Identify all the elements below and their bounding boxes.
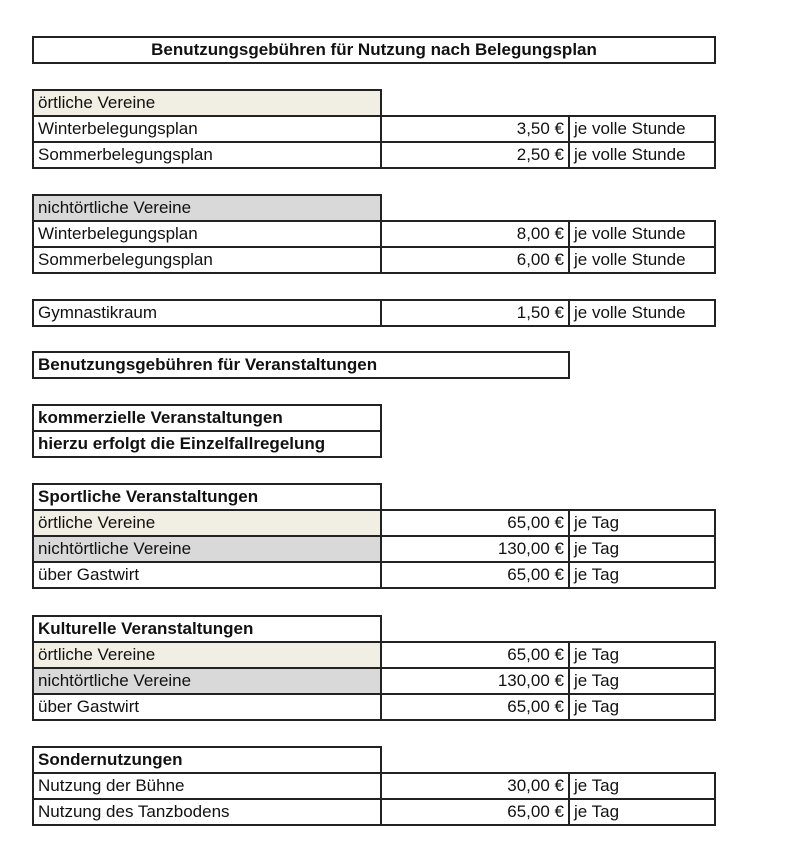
page-title: Benutzungsgebühren für Nutzung nach Belegungsplan [32,36,716,64]
table-row-label: nichtörtliche Vereine [32,667,382,695]
table-row-label: örtliche Vereine [32,509,382,537]
table-row-price: 65,00 € [380,798,570,826]
table-row-price: 6,00 € [380,246,570,274]
table-row-unit: je volle Stunde [568,220,716,248]
table-row-price: 130,00 € [380,667,570,695]
table-row-unit: je Tag [568,667,716,695]
sports-events-header: Sportliche Veranstaltungen [32,483,382,511]
table-row-unit: je Tag [568,509,716,537]
table-row-label: örtliche Vereine [32,641,382,669]
events-section-title: Benutzungsgebühren für Veranstaltungen [32,351,570,379]
table-row-price: 65,00 € [380,693,570,721]
table-row-unit: je Tag [568,772,716,800]
table-row-price: 65,00 € [380,509,570,537]
local-clubs-header: örtliche Vereine [32,89,382,117]
table-row-unit: je volle Stunde [568,141,716,169]
table-row-unit: je Tag [568,561,716,589]
nonlocal-clubs-header: nichtörtliche Vereine [32,194,382,222]
commercial-events-note: hierzu erfolgt die Einzelfallregelung [32,430,382,458]
table-row-unit: je Tag [568,798,716,826]
table-row-price: 2,50 € [380,141,570,169]
table-row-unit: je Tag [568,641,716,669]
table-row-label: Nutzung des Tanzbodens [32,798,382,826]
table-row-label: über Gastwirt [32,561,382,589]
table-row-label: Sommerbelegungsplan [32,141,382,169]
table-row-unit: je Tag [568,535,716,563]
table-row-price: 30,00 € [380,772,570,800]
table-row-label: Winterbelegungsplan [32,220,382,248]
table-row-unit: je volle Stunde [568,115,716,143]
cultural-events-header: Kulturelle Veranstaltungen [32,615,382,643]
table-row-label: Winterbelegungsplan [32,115,382,143]
commercial-events-label: kommerzielle Veranstaltungen [32,404,382,432]
table-row-price: 65,00 € [380,561,570,589]
table-row-price: 8,00 € [380,220,570,248]
gym-label: Gymnastikraum [32,299,382,327]
gym-unit: je volle Stunde [568,299,716,327]
table-row-unit: je Tag [568,693,716,721]
table-row-price: 130,00 € [380,535,570,563]
table-row-price: 65,00 € [380,641,570,669]
gym-price: 1,50 € [380,299,570,327]
table-row-label: nichtörtliche Vereine [32,535,382,563]
table-row-unit: je volle Stunde [568,246,716,274]
table-row-label: über Gastwirt [32,693,382,721]
special-use-header: Sondernutzungen [32,746,382,774]
table-row-price: 3,50 € [380,115,570,143]
table-row-label: Sommerbelegungsplan [32,246,382,274]
table-row-label: Nutzung der Bühne [32,772,382,800]
